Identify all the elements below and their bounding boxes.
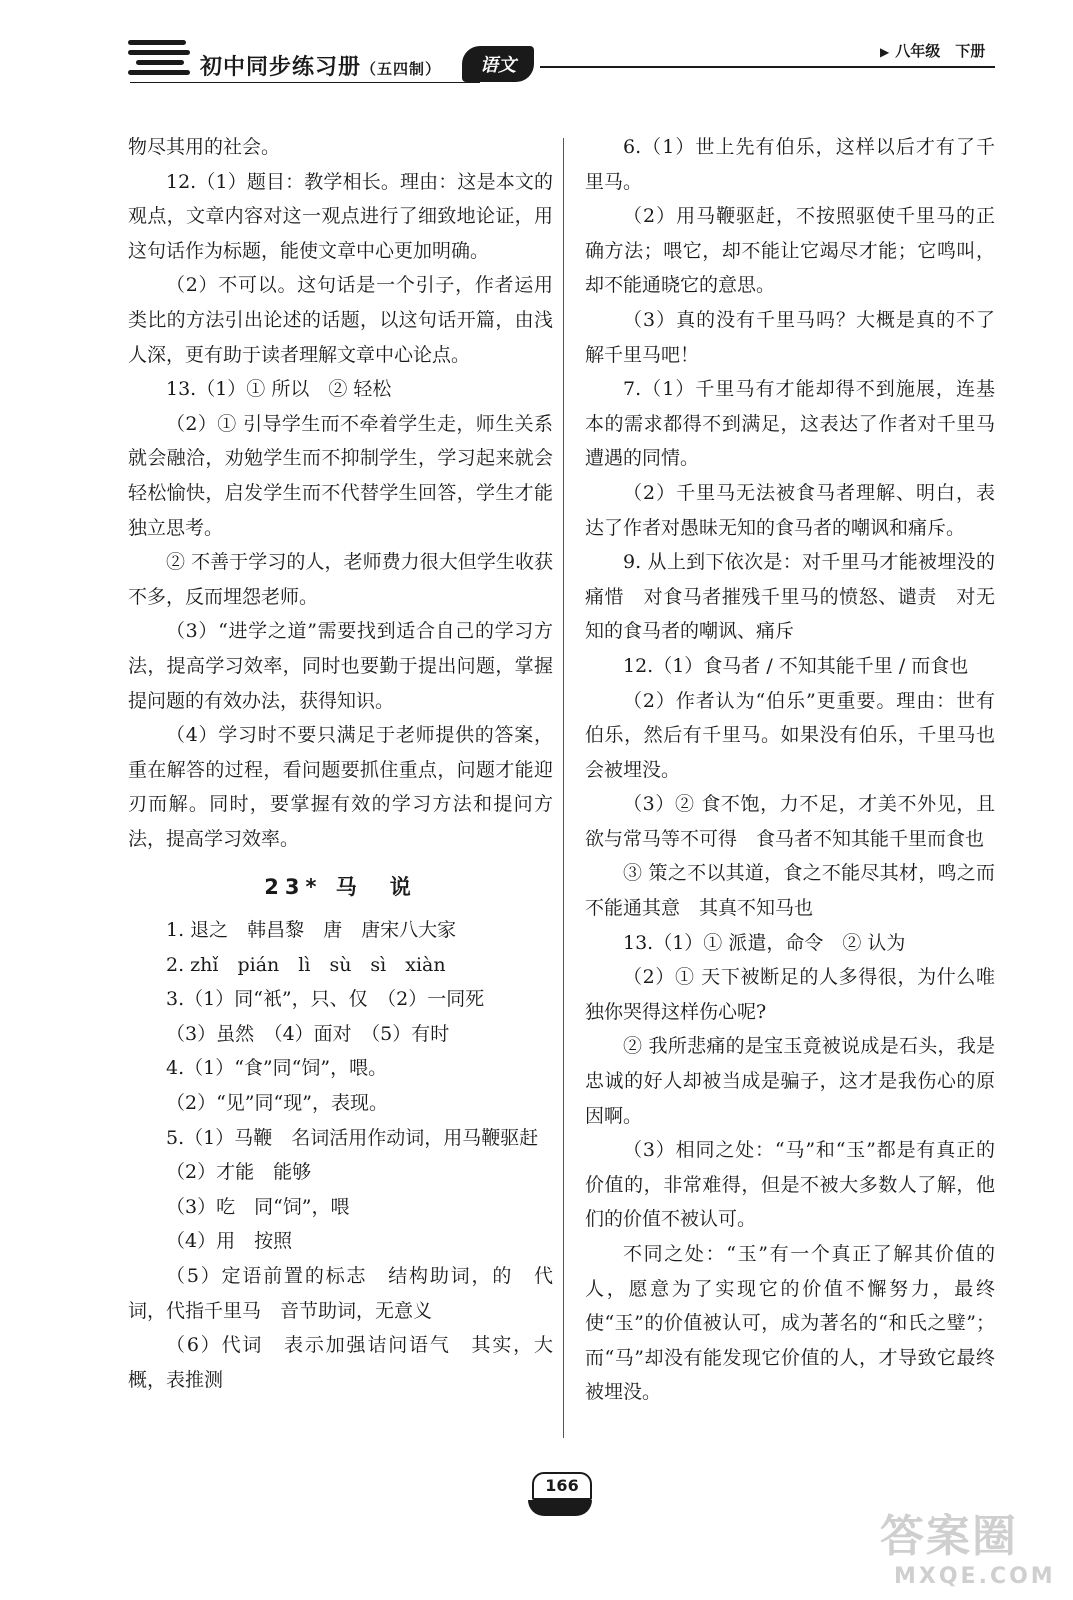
answer-paragraph: 1. 退之 韩昌黎 唐 唐宋八大家 — [166, 919, 457, 942]
column-divider — [563, 138, 564, 1438]
answer-paragraph: （2）作者认为“伯乐”更重要。理由：世有伯乐，然后有千里马。如果没有伯乐，千里马也会被埋没。 — [585, 689, 995, 781]
answer-paragraph: （2）① 引导学生而不牵着学生走，师生关系就会融洽，劝勉学生而不抑制学生，学习起来就会轻松愉快，启发学生而不代替学生回答，学生才能独立思考。 — [128, 412, 553, 539]
header-underline — [130, 82, 480, 83]
answer-paragraph: （2）不可以。这句话是一个引子，作者运用类比的方法引出论述的话题，以这句话开篇，由浅人深，更有助于读者理解文章中心论点。 — [128, 274, 553, 366]
grade-label: ▶ 八年级 下册 — [880, 42, 986, 60]
answer-paragraph: （6）代词 表示加强诘问语气 其实，大概，表推测 — [128, 1334, 553, 1391]
answer-paragraph: 3.（1）同“衹”，只、仅 （2）一同死 — [166, 988, 485, 1011]
answer-paragraph: （3）相同之处：“马”和“玉”都是有真正的价值的，非常难得，但是不被大多数人了解，他们的价值不被认可。 — [585, 1139, 995, 1231]
answer-paragraph: （2）“见”同“现”，表现。 — [166, 1092, 388, 1115]
answer-paragraph: （3）真的没有千里马吗？大概是真的不了解千里马吧！ — [585, 308, 995, 366]
answer-paragraph: （3）② 食不饱，力不足，才美不外见，且欲与常马等不可得 食马者不知其能千里而食也 — [585, 793, 995, 850]
answer-paragraph: 物尽其用的社会。 — [128, 136, 281, 158]
right-column — [585, 130, 995, 1410]
page-number-decoration — [528, 1500, 592, 1516]
answer-paragraph: （2）才能 能够 — [166, 1161, 312, 1184]
answer-paragraph: 不同之处：“玉”有一个真正了解其价值的人，愿意为了实现它的价值不懈努力，最终使“玉”的价值被认可，成为著名的“和氏之璧”；而“马”却没有能发现它价值的人，才导致它最终被埋没。 — [585, 1243, 995, 1404]
answer-paragraph: 6.（1）世上先有伯乐，这样以后才有了千里马。 — [585, 136, 995, 193]
left-column — [128, 130, 553, 1397]
answer-paragraph: ③ 策之不以其道，食之不能尽其材，鸣之而不能通其意 其真不知马也 — [585, 862, 995, 920]
answer-paragraph: （5）定语前置的标志 结构助词，的 代词，代指千里马 音节助词，无意义 — [128, 1265, 553, 1322]
answer-paragraph: 7.（1）千里马有才能却得不到施展，连基本的需求都得不到满足，这表达了作者对千里马遭遇的同情。 — [585, 378, 995, 470]
answer-paragraph: 9. 从上到下依次是：对千里马才能被埋没的痛惜 对食马者摧残千里马的愤怒、谴责 对无知的食马者的嘲讽、痛斥 — [585, 551, 995, 643]
header-rule — [540, 66, 995, 68]
page-header — [0, 0, 1073, 110]
triangle-icon: ▶ — [880, 45, 890, 59]
answer-paragraph: （2）用马鞭驱赶，不按照驱使千里马的正确方法；喂它，却不能让它竭尽才能；它鸣叫，却不能通晓它的意思。 — [585, 205, 995, 297]
page-number-badge — [510, 1470, 610, 1530]
subject-badge: 语文 — [462, 46, 534, 82]
answer-paragraph: （4）用 按照 — [166, 1230, 293, 1253]
left-answers — [128, 130, 553, 856]
page-number: 166 — [532, 1472, 592, 1500]
left-answers-section — [128, 913, 553, 1397]
watermark: 答案圈 MXQE.COM — [880, 1511, 1056, 1589]
answer-paragraph: （3）“进学之道”需要找到适合自己的学习方法，提高学习效率，同时也要勤于提出问题，掌握提问题的有效办法，获得知识。 — [128, 620, 553, 712]
answer-paragraph: ② 我所悲痛的是宝玉竟被说成是石头，我是忠诚的好人却被当成是骗子，这才是我伤心的原因啊。 — [585, 1035, 995, 1127]
answer-paragraph: （4）学习时不要只满足于老师提供的答案，重在解答的过程，看问题要抓住重点，问题才能迎刃而解。同时，要掌握有效的学习方法和提问方法，提高学习效率。 — [128, 724, 553, 850]
answer-paragraph: 12.（1）题目：教学相长。理由：这是本文的观点，文章内容对这一观点进行了细致地论证，用这句话作为标题，能使文章中心更加明确。 — [128, 170, 553, 262]
series-title: 初中同步练习册（五四制） — [200, 55, 442, 80]
answer-paragraph: ② 不善于学习的人，老师费力很大但学生收获不多，反而埋怨老师。 — [128, 551, 553, 608]
answer-paragraph: 5.（1）马鞭 名词活用作动词，用马鞭驱赶 — [166, 1126, 539, 1149]
section-title: 23* 马 说 — [264, 875, 417, 900]
book-stack-icon — [128, 40, 190, 84]
answer-paragraph: （2）① 天下被断足的人多得很，为什么唯独你哭得这样伤心呢? — [585, 966, 995, 1023]
answer-paragraph: （3）虽然 （4）面对 （5）有时 — [166, 1022, 450, 1045]
answer-paragraph: （2）千里马无法被食马者理解、明白，表达了作者对愚昧无知的食马者的嘲讽和痛斥。 — [585, 481, 995, 539]
answer-paragraph: 13.（1）① 派遣，命令 ② 认为 — [623, 931, 906, 954]
answer-paragraph: 12.（1）食马者 / 不知其能千里 / 而食也 — [623, 654, 969, 677]
right-answers — [585, 130, 995, 1410]
answer-paragraph: （3）吃 同“饲”，喂 — [166, 1195, 350, 1218]
answer-paragraph: 13.（1）① 所以 ② 轻松 — [166, 378, 392, 401]
answer-paragraph: 2. zhǐ pián lì sù sì xiàn — [166, 953, 446, 976]
answer-paragraph: 4.（1）“食”同“饲”，喂。 — [166, 1057, 388, 1080]
